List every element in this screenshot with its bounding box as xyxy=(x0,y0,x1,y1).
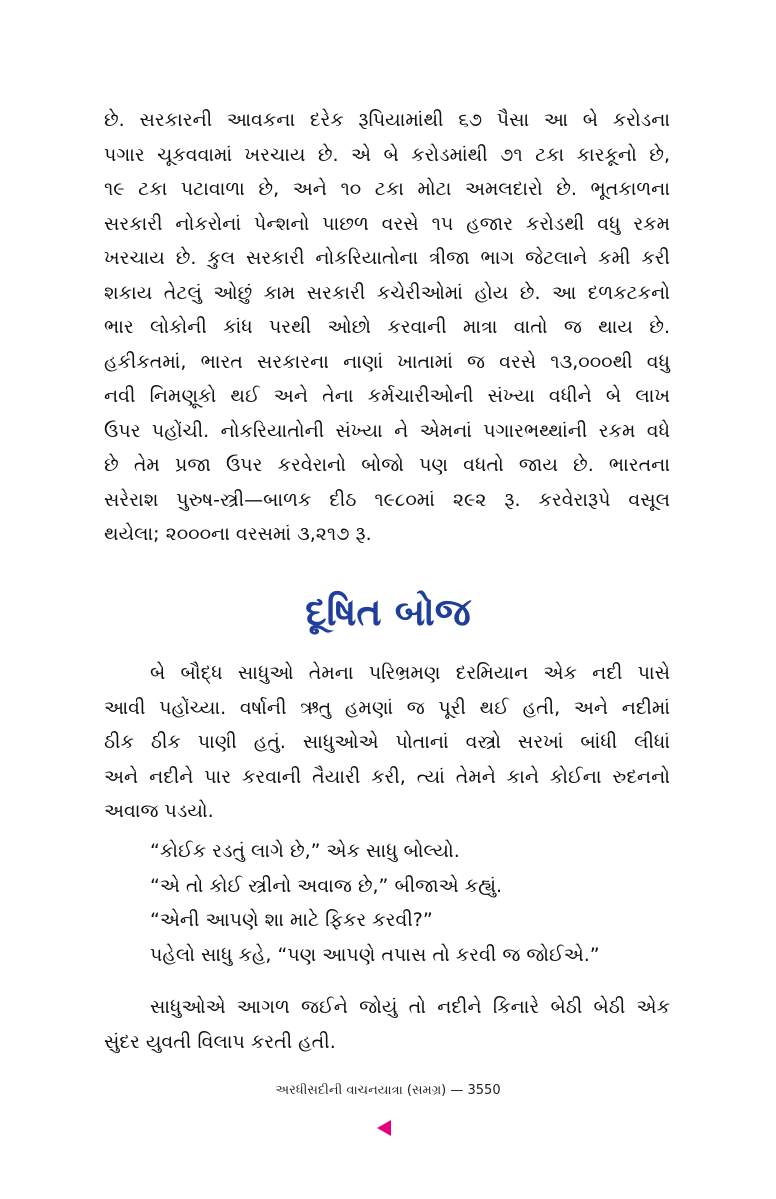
text-line: ઠીક ઠીક પાણી હતું. સાધુઓએ પોતાનાં વસ્ત્રો સરખાં બાંધી લીધાં xyxy=(104,731,670,753)
paragraph-intro xyxy=(104,103,670,552)
text-line: પગાર ચૂકવવામાં ખરચાય છે. એ બે કરોડમાંથી ૭૧ ટકા કારકૂનો છે, xyxy=(104,143,670,166)
text-line: સરકારી નોકરોનાં પેન્શનો પાછળ વરસે ૧૫ હજાર કરોડથી વધુ રકમ xyxy=(104,212,670,235)
paragraph-story xyxy=(104,656,670,829)
text-line: આવી પહોંચ્યા. વર્ષાની ઋતુ હમણાં જ પૂરી થઈ હતી, અને નદીમાં xyxy=(104,696,670,719)
text-line: ખરચાય છે. કુલ સરકારી નોકરિયાતોના ત્રીજા ભાગ જેટલાને કમી કરી xyxy=(104,247,670,269)
text-line: છે. સરકારની આવકના દરેક રૂપિયામાંથી ૬૭ પૈસા આ બે કરોડના xyxy=(104,109,670,131)
text-line: સાધુઓએ આગળ જઈને જોયું તો નદીને કિનારે બેઠી બેઠી એક xyxy=(150,996,670,1018)
text-line: હકીકતમાં, ભારત સરકારના નાણાં ખાતામાં જ વરસે ૧૩,૦૦૦થી વધુ xyxy=(104,350,670,373)
text-line: શકાય તેટલું ઓછું કામ સરકારી કચેરીઓમાં હોય છે. આ દળકટકનો xyxy=(104,281,670,304)
text-line: છે તેમ પ્રજા ઉપર કરવેરાનો બોજો પણ વધતો જાય છે. ભારતના xyxy=(104,454,670,476)
text-line: થયેલા; ૨૦૦૦ના વરસમાં ૩,૨૧૭ રૂ. xyxy=(104,523,372,545)
text-line: સુંદર યુવતી વિલાપ કરતી હતી. xyxy=(104,1030,336,1053)
dialogue-line: પહેલો સાધુ કહે, “પણ આપણે તપાસ તો કરવી જ જોઈએ.” xyxy=(150,943,600,966)
dialogue-line: “કોઈક રડતું લાગે છે,” એક સાધુ બોલ્યો. xyxy=(150,840,460,862)
text-line: અને નદીને પાર કરવાની તૈયારી કરી, ત્યાં તેમને કાને કોઈના રુદનનો xyxy=(104,765,670,788)
dialogue-line: “એ તો કોઈ સ્ત્રીનો અવાજ છે,” બીજાએ કહ્યું. xyxy=(150,874,503,897)
dialogue-line: “એની આપણે શા માટે ફિકર કરવી?” xyxy=(150,909,433,931)
dialogue-block xyxy=(150,834,670,972)
text-line: ૧૯ ટકા પટાવાળા છે, અને ૧૦ ટકા મોટા અમલદારો છે. ભૂતકાળના xyxy=(104,178,670,200)
paragraph-closing xyxy=(104,990,670,1059)
text-line: અવાજ પડયો. xyxy=(104,800,214,822)
text-line: ઉપર પહોંચી. નોકરિયાતોની સંખ્યા ને એમનાં પગારભથ્થાંની રકમ વધે xyxy=(104,419,670,442)
text-line: ભાર લોકોની કાંધ પરથી ઓછો કરવાની માત્રા વાતો જ થાય છે. xyxy=(104,316,670,338)
text-line: બે બૌદ્ધ સાધુઓ તેમના પરિભ્રમણ દરમિયાન એક નદી પાસે xyxy=(150,662,670,684)
text-line: નવી નિમણૂકો થઈ અને તેના કર્મચારીઓની સંખ્યા વધીને બે લાખ xyxy=(104,385,670,407)
text-line: સરેરાશ પુરુષ-સ્ત્રી—બાળક દીઠ ૧૯૮૦માં ૨૯૨ રૂ. કરવેરારૂપે વસૂલ xyxy=(104,488,670,511)
left-triangle-arrow-icon[interactable] xyxy=(377,1120,391,1136)
page-footer: અરધીસદીની વાચનયાત્રા (સમગ્ર) — 3550 xyxy=(275,1083,501,1098)
section-title: દૂષિત બોજ xyxy=(305,590,471,634)
